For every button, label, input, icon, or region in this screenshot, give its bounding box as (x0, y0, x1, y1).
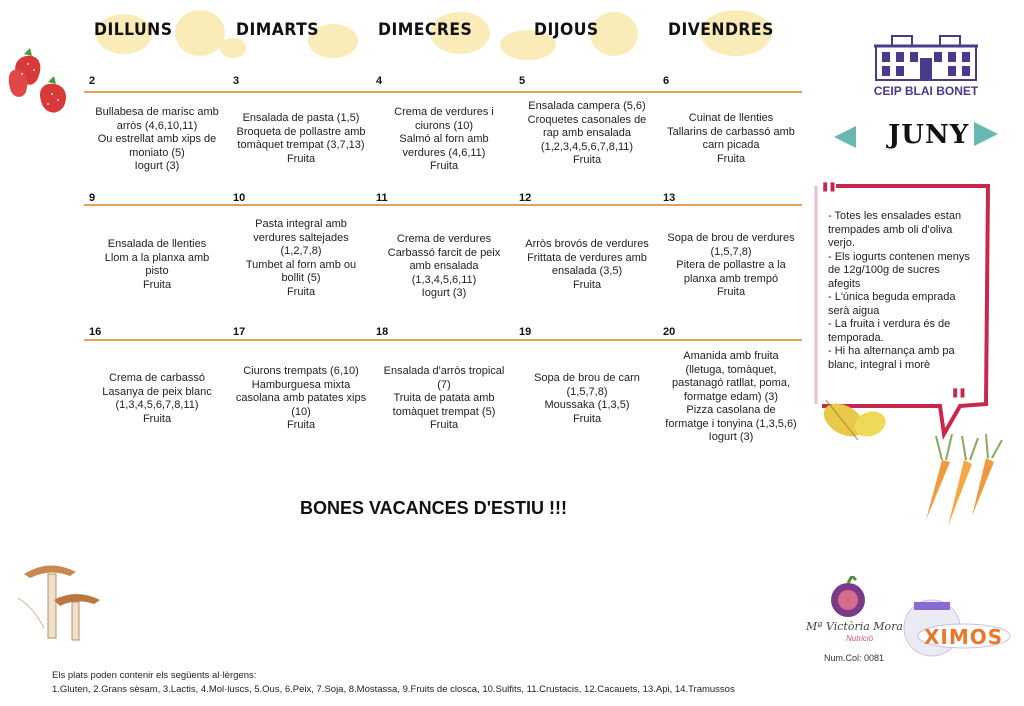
month-title: JUNY (888, 120, 970, 150)
menu-line: Fruita (429, 419, 459, 431)
menu-line: Bullabesa de marisc amb (95, 106, 219, 118)
note-item: - Totes les ensalades estan trempades amb oli d'oliva verjo. (828, 210, 962, 249)
day-date-number: 2 (89, 75, 96, 87)
day-header-monday: DILLUNS (94, 20, 173, 40)
menu-line: (10) (291, 405, 311, 418)
farewell-message: BONES VACANCES D'ESTIU !!! (300, 498, 567, 518)
menu-line: Frittata de verdures amb (527, 251, 647, 264)
day-date-number: 19 (519, 326, 532, 338)
menu-line: (1,3,4,5,6,11) (411, 273, 477, 286)
nutritionist-name: Mª Victòria Mora (806, 620, 903, 633)
menu-cell (661, 232, 801, 300)
menu-line: Crema de carbassó (109, 372, 205, 384)
day-date-number: 3 (233, 75, 240, 87)
fig-icon (826, 576, 870, 620)
menu-line: Ou estrellat amb xips de (97, 133, 217, 145)
leaves-illustration (818, 380, 890, 460)
allergens-list: 1.Gluten, 2.Grans sèsam, 3.Lactis, 4.Mol·luscs, 5.Ous, 6.Peix, 7.Soja, 8.Mostassa, 9.Fruits de closca, 10.Sulfits, 11.Crustacis, 12.Cacauets, 13.Api, 14.Tramussos (52, 684, 735, 695)
menu-line: ciurons (10) (414, 119, 474, 132)
school-logo (872, 28, 980, 84)
menu-cell (231, 365, 371, 433)
ximos-logo-text: XIMOS (924, 625, 1004, 649)
mushrooms-illustration (14, 558, 106, 642)
teal-triangle-right-icon (972, 120, 1000, 148)
menu-line: Iogurt (3) (421, 287, 467, 299)
dietary-notes (828, 210, 973, 372)
day-date-number: 18 (376, 326, 389, 338)
decor-blob (175, 10, 225, 56)
menu-line: planxa amb trempó (683, 272, 779, 285)
menu-line: Crema de verdures i (394, 106, 494, 118)
day-header-wednesday: DIMECRES (378, 20, 473, 40)
menu-line: Amanida amb fruita (683, 350, 779, 362)
menu-line: Fruita (572, 278, 602, 291)
menu-cell (517, 238, 657, 292)
menu-line: Ciurons trempats (6,10) (243, 365, 359, 377)
menu-cell (374, 233, 514, 301)
menu-line: amb ensalada (409, 260, 479, 272)
menu-line: Llom a la planxa amb (104, 251, 210, 264)
menu-cell (374, 365, 514, 433)
menu-line: Fruita (429, 160, 459, 172)
menu-line: Cuinat de llenties (688, 112, 774, 124)
day-date-number: 13 (663, 192, 676, 204)
menu-line: Fruita (572, 154, 602, 166)
menu-cell (231, 218, 371, 299)
week-divider (84, 339, 802, 341)
menu-cell (661, 350, 801, 445)
menu-line: tomàquet trempat (5) (392, 405, 496, 418)
menu-line: Crema de verdures (396, 233, 492, 245)
day-header-thursday: DIJOUS (534, 20, 599, 40)
menu-line: Fruita (716, 152, 746, 165)
day-header-friday: DIVENDRES (668, 20, 774, 40)
allergens-title: Els plats poden contenir els següents al·lèrgens: (52, 670, 257, 681)
menu-line: Fruita (572, 412, 602, 425)
menu-line: Hamburguesa mixta (251, 378, 351, 391)
week-divider (84, 91, 802, 93)
menu-line: Fruita (286, 285, 316, 298)
decor-blob (220, 38, 246, 58)
menu-line: carn picada (702, 139, 760, 151)
day-date-number: 17 (233, 326, 246, 338)
day-date-number: 6 (663, 75, 670, 87)
day-date-number: 11 (376, 192, 388, 204)
menu-line: Moussaka (1,3,5) (544, 399, 630, 411)
menu-line: tomàquet trempat (3,7,13) (237, 139, 365, 151)
menu-line: verdures saltejades (253, 231, 349, 244)
menu-line: (1,3,4,5,6,7,8,11) (115, 399, 199, 411)
menu-cell (661, 112, 801, 166)
menu-line: Iogurt (3) (134, 160, 180, 172)
note-item: - Els iogurts contenen menys de 12g/100g de sucres afegits (828, 250, 970, 290)
menu-line: Ensalada de pasta (1,5) (242, 112, 360, 124)
menu-line: ensalada (3,5) (551, 265, 623, 277)
menu-cell (87, 238, 227, 292)
menu-line: Broqueta de pollastre amb (236, 125, 366, 138)
menu-line: (1,2,7,8) (280, 245, 322, 257)
menu-line: (1,5,7,8) (710, 245, 752, 258)
menu-cell (231, 112, 371, 166)
menu-line: Iogurt (3) (708, 431, 754, 443)
teal-triangle-left-icon (832, 124, 858, 150)
week-divider (84, 204, 802, 206)
menu-line: Truita de patata amb (393, 392, 495, 404)
day-date-number: 12 (519, 192, 532, 204)
menu-line: Pitera de pollastre a la (676, 259, 786, 271)
menu-line: formatge i tonyina (1,3,5,6) (665, 417, 797, 430)
menu-line: Ensalada campera (5,6) (528, 100, 646, 112)
menu-line: Carbassó farcit de peix (387, 246, 501, 259)
day-date-number: 20 (663, 326, 676, 338)
day-date-number: 9 (89, 192, 96, 204)
menu-line: Fruita (142, 412, 172, 425)
menu-line: Fruita (142, 278, 172, 291)
menu-line: Pizza casolana de (686, 404, 776, 416)
menu-line: rap amb ensalada (542, 127, 632, 139)
menu-line: (1,5,7,8) (566, 385, 608, 398)
menu-cell (374, 106, 514, 174)
menu-line: Salmó al forn amb (399, 133, 489, 145)
day-header-tuesday: DIMARTS (236, 20, 319, 40)
menu-line: Pasta integral amb (255, 218, 347, 230)
menu-line: Croquetes casonales de (527, 113, 647, 126)
menu-line: formatge edam) (3) (683, 390, 779, 403)
menu-line: (1,2,3,4,5,6,7,8,11) (540, 140, 634, 153)
menu-line: Fruita (286, 419, 316, 431)
quote-open-icon: " (820, 176, 838, 216)
note-item: - L'única beguda emprada serà aigua (828, 291, 956, 317)
menu-line: pisto (145, 265, 169, 277)
day-date-number: 4 (376, 75, 383, 87)
carrots-illustration (912, 430, 1012, 530)
menu-line: casolana amb patates xips (235, 392, 367, 404)
day-date-number: 5 (519, 75, 526, 87)
menu-line: Ensalada de llenties (107, 238, 207, 250)
menu-line: Tumbet al forn amb ou (245, 258, 357, 271)
menu-line: moniato (5) (129, 146, 185, 159)
day-date-number: 16 (89, 326, 102, 338)
menu-cell (517, 100, 657, 168)
menu-line: bollit (5) (281, 272, 321, 284)
menu-line: Arròs brovós de verdures (525, 238, 649, 250)
menu-line: Sopa de brou de verdures (667, 232, 795, 244)
day-date-number: 10 (233, 192, 246, 204)
menu-line: Fruita (716, 286, 746, 298)
note-item: - Hi ha alternança amb pa blanc, integral i morè (828, 345, 955, 371)
nutritionist-number: Num.Col: 0081 (824, 653, 885, 663)
school-name: CEIP BLAI BONET (873, 84, 979, 98)
quote-close-icon: " (950, 382, 968, 422)
menu-line: Lasanya de peix blanc (102, 385, 212, 398)
menu-line: Sopa de brou de carn (534, 372, 640, 384)
menu-line: pastanagó ratllat, poma, (671, 377, 791, 389)
menu-line: Tallarins de carbassó amb (667, 125, 795, 138)
menu-cell (87, 106, 227, 174)
note-item: - La fruita i verdura és de temporada. (828, 318, 951, 344)
menu-cell (517, 372, 657, 426)
nutritionist-role: Nutrició (846, 634, 874, 643)
menu-line: Ensalada d'arròs tropical (383, 365, 505, 377)
menu-line: verdures (4,6,11) (402, 146, 486, 159)
menu-line: (7) (437, 378, 451, 391)
menu-line: arròs (4,6,10,11) (116, 119, 198, 132)
menu-line: (lletuga, tomàquet, (685, 363, 777, 376)
strawberries-illustration (8, 48, 80, 120)
menu-line: Fruita (286, 152, 316, 165)
menu-cell (87, 372, 227, 426)
